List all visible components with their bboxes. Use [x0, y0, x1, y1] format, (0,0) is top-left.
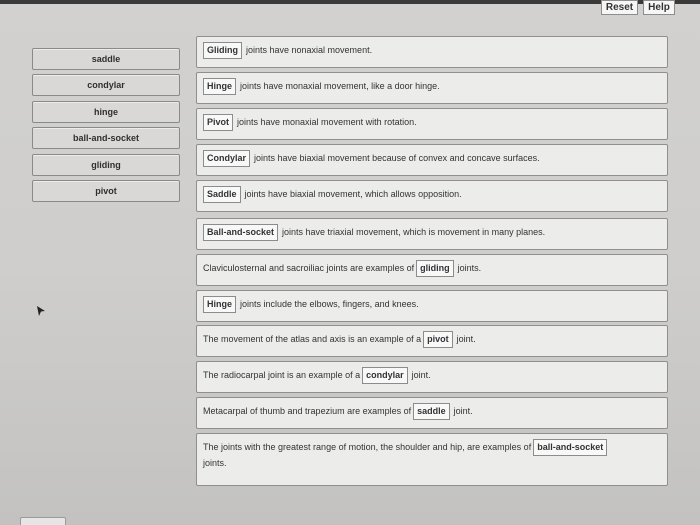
- statement-text: The movement of the atlas and axis is an example of a: [203, 334, 422, 344]
- answer-slot[interactable]: Pivot: [203, 114, 233, 131]
- statement-row: [196, 218, 668, 250]
- bottom-button[interactable]: [20, 517, 66, 525]
- answer-slot[interactable]: Gliding: [203, 42, 242, 59]
- statement-text: joints have nonaxial movement.: [246, 45, 373, 55]
- statement-text: The radiocarpal joint is an example of a: [203, 370, 361, 380]
- mouse-cursor-icon: [36, 305, 46, 317]
- answer-slot[interactable]: Saddle: [203, 186, 241, 203]
- statement-row: [196, 433, 668, 486]
- statement-text: joints.: [203, 458, 227, 469]
- statement-text: joints include the elbows, fingers, and knees.: [240, 299, 419, 309]
- statement-row: [196, 108, 668, 140]
- statement-row: [196, 72, 668, 104]
- statement-text: joints have monaxial movement with rotation.: [237, 117, 417, 127]
- answer-slot[interactable]: Hinge: [203, 78, 236, 95]
- top-bar: [0, 0, 700, 4]
- statement-text: joint.: [453, 406, 473, 416]
- statement-text: Metacarpal of thumb and trapezium are examples of: [203, 406, 412, 416]
- answer-slot[interactable]: Hinge: [203, 296, 236, 313]
- help-button[interactable]: Help: [643, 0, 675, 15]
- statement-row: [196, 180, 668, 212]
- statement-row: [196, 325, 668, 357]
- statement-text: Claviculosternal and sacroiliac joints are examples of: [203, 263, 415, 273]
- answer-slot[interactable]: Ball-and-socket: [203, 224, 278, 241]
- bank-item-pivot[interactable]: pivot: [32, 180, 180, 202]
- reset-button[interactable]: Reset: [601, 0, 638, 15]
- statement-text: joints have biaxial movement, which allows opposition.: [244, 189, 462, 199]
- statement-text: joint.: [411, 370, 431, 380]
- statement-row: [196, 144, 668, 176]
- answer-slot[interactable]: pivot: [423, 331, 453, 348]
- statement-row: [196, 361, 668, 393]
- statement-text: joints have triaxial movement, which is movement in many planes.: [282, 227, 546, 237]
- bank-item-condylar[interactable]: condylar: [32, 74, 180, 96]
- answer-slot[interactable]: ball-and-socket: [533, 439, 607, 456]
- statement-text: joint.: [456, 334, 476, 344]
- answer-slot[interactable]: saddle: [413, 403, 450, 420]
- statement-row: [196, 254, 668, 286]
- statement-row: [196, 397, 668, 429]
- statement-text: joints.: [457, 263, 482, 273]
- bank-item-hinge[interactable]: hinge: [32, 101, 180, 123]
- bank-item-saddle[interactable]: saddle: [32, 48, 180, 70]
- statement-row: [196, 36, 668, 68]
- statement-text: joints have biaxial movement because of convex and concave surfaces.: [254, 153, 540, 163]
- answer-slot[interactable]: Condylar: [203, 150, 250, 167]
- answer-slot[interactable]: gliding: [416, 260, 454, 277]
- bank-item-gliding[interactable]: gliding: [32, 154, 180, 176]
- statement-text: The joints with the greatest range of motion, the shoulder and hip, are examples of: [203, 442, 532, 452]
- answer-slot[interactable]: condylar: [362, 367, 408, 384]
- statement-row: [196, 290, 668, 322]
- bank-item-ball-and-socket[interactable]: ball-and-socket: [32, 127, 180, 149]
- statement-text: joints have monaxial movement, like a door hinge.: [240, 81, 440, 91]
